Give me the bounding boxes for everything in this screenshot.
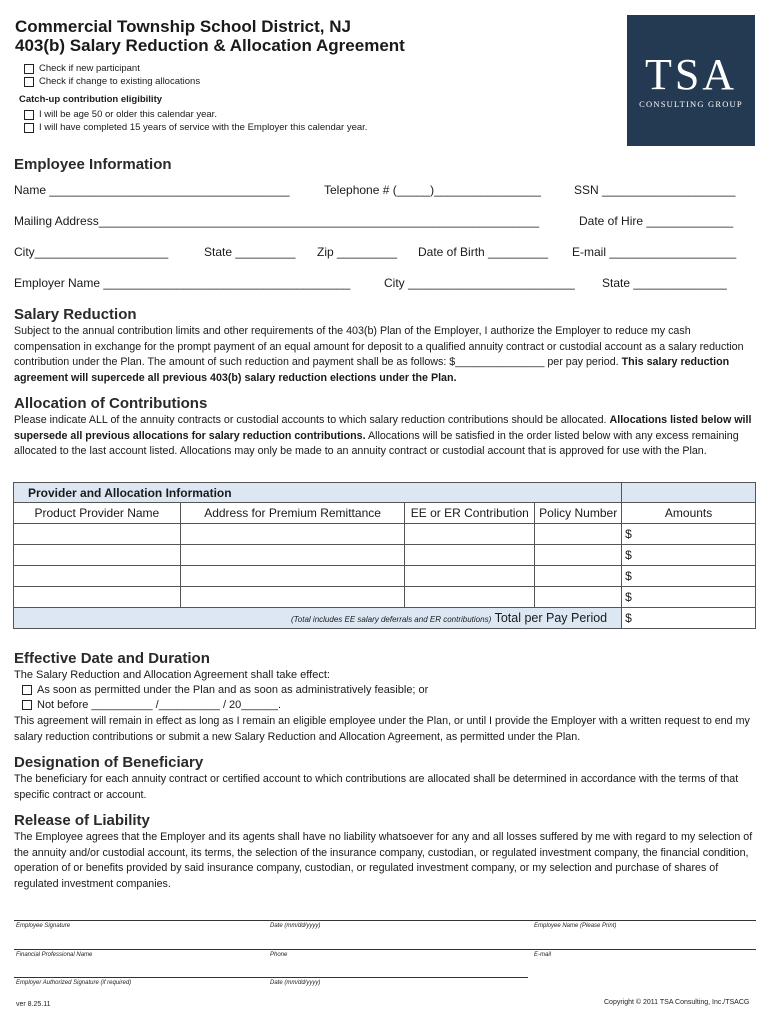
effective-intro: The Salary Reduction and Allocation Agreement shall take effect: — [14, 669, 330, 681]
email-field[interactable]: E-mail ___________________ — [572, 245, 737, 259]
col-address: Address for Premium Remittance — [180, 503, 405, 524]
employer-signature-label: Employer Authorized Signature (if required) — [16, 980, 132, 986]
policy-cell[interactable] — [535, 587, 622, 608]
liability-text: The Employee agrees that the Employer and its agents shall have no liability whatsoever for any and all losses suffered by me with regard to my selection of the annuity and/or custodial account, its terms, the selection of the insurance company, custodian, or regulated investment company, the financial condition, operation of or benefits provided by said insurance company, custodian, or regulated investment company, or my selection and purchase of shares of regulated investment companies. — [14, 831, 753, 890]
provider-cell[interactable] — [14, 545, 181, 566]
allocation-table — [13, 482, 756, 629]
checkbox[interactable] — [24, 77, 34, 87]
table-title: Provider and Allocation Information — [14, 483, 622, 503]
beneficiary-heading: Designation of Beneficiary — [14, 754, 204, 771]
fp-name-label: Financial Professional Name — [16, 952, 93, 958]
provider-cell[interactable] — [14, 524, 181, 545]
total-amount-cell[interactable]: $ — [622, 608, 756, 629]
participant-checks — [24, 62, 200, 88]
check-15-years[interactable]: I will have completed 15 years of service with the Employer this calendar year. — [24, 121, 367, 134]
checkbox[interactable] — [24, 110, 34, 120]
checkbox[interactable] — [22, 700, 32, 710]
col-amounts: Amounts — [622, 503, 756, 524]
liability-heading: Release of Liability — [14, 812, 150, 829]
employee-name-label: Employee Name (Please Print) — [534, 923, 617, 929]
salary-reduction-heading: Salary Reduction — [14, 306, 137, 323]
beneficiary-text: The beneficiary for each annuity contract or certified account to which contributions are allocated shall be determined in accordance with the terms of that specific contract or account. — [14, 773, 739, 801]
option-not-before[interactable]: Not before __________ /__________ / 20______. — [22, 698, 281, 712]
check-change-allocations[interactable]: Check if change to existing allocations — [24, 75, 200, 88]
version-label: ver 8.25.11 — [16, 1001, 51, 1008]
state-field[interactable]: State _________ — [204, 245, 296, 259]
effective-date-heading: Effective Date and Duration — [14, 650, 210, 667]
effective-text: This agreement will remain in effect as long as I remain an eligible employee under the Plan, or until I provide the Employer with a written request to end my salary reduction contributions or submit a new Salary Reduction and Allocation Agreement, as permitted under the Plan. — [14, 715, 750, 743]
phone-label: Phone — [270, 952, 288, 958]
amount-cell[interactable]: $ — [622, 545, 756, 566]
employee-signature-label: Employee Signature — [16, 923, 71, 929]
check-age-50[interactable]: I will be age 50 or older this calendar year. — [24, 108, 367, 121]
contribution-cell[interactable] — [405, 566, 535, 587]
checkbox[interactable] — [22, 685, 32, 695]
address-cell[interactable] — [180, 524, 405, 545]
document-title — [15, 17, 405, 55]
address-cell[interactable] — [180, 587, 405, 608]
employer-state-field[interactable]: State ______________ — [602, 276, 727, 290]
total-note: (Total includes EE salary deferrals and ER contributions) — [290, 615, 492, 624]
date-of-hire-field[interactable]: Date of Hire _____________ — [579, 214, 734, 228]
employer-name-field[interactable]: Employer Name _____________________________________ — [14, 276, 351, 290]
address-cell[interactable] — [180, 545, 405, 566]
col-provider: Product Provider Name — [14, 503, 181, 524]
contribution-cell[interactable] — [405, 587, 535, 608]
policy-cell[interactable] — [535, 566, 622, 587]
col-policy: Policy Number — [535, 503, 622, 524]
amount-cell[interactable]: $ — [622, 587, 756, 608]
zip-field[interactable]: Zip _________ — [317, 245, 398, 259]
signature-line-1 — [14, 920, 756, 921]
address-cell[interactable] — [180, 566, 405, 587]
allocation-text: Please indicate ALL of the annuity contracts or custodial accounts to which salary reduction contributions should be allocated. Allocations listed below will supersede all previous allocations for salary reduction contributions. Allocations will be satisfied in the order listed below with any excess remaining allocated to the last account listed. Allocations may only be made to an annuity contract or custodial account that is approved for use with the Plan. — [14, 414, 752, 457]
table-row — [14, 587, 756, 608]
date-label-1: Date (mm/dd/yyyy) — [270, 923, 321, 929]
checkbox[interactable] — [24, 123, 34, 133]
mailing-address-field[interactable]: Mailing Address__________________________________________________________________ — [14, 214, 540, 228]
catchup-title: Catch-up contribution eligibility — [19, 94, 163, 105]
salary-reduction-text: Subject to the annual contribution limits and other requirements of the 403(b) Plan of the Employer, I authorize the Employer to reduce my cash compensation in exchange for the prompt payment of an equal amount for deposit to a qualified annuity contract or custodial account as a salary reduction contribution under the Plan. The amount of such reduction and payment shall be as follows: $_______________ per pay period. This salary reduction agreement will supercede all previous 403(b) salary reduction elections under the Plan. — [14, 325, 744, 384]
amount-cell[interactable]: $ — [622, 524, 756, 545]
signature-line-3 — [14, 977, 528, 978]
contribution-cell[interactable] — [405, 545, 535, 566]
table-row — [14, 566, 756, 587]
table-row — [14, 545, 756, 566]
email-label: E-mail — [534, 952, 552, 958]
col-contribution: EE or ER Contribution — [405, 503, 535, 524]
contribution-cell[interactable] — [405, 524, 535, 545]
table-title-row — [14, 483, 756, 503]
option-asap[interactable]: As soon as permitted under the Plan and as soon as administratively feasible; or — [22, 683, 428, 697]
form-title: 403(b) Salary Reduction & Allocation Agreement — [15, 36, 405, 55]
table-header-row — [14, 503, 756, 524]
signature-line-2 — [14, 949, 756, 950]
city-field[interactable]: City____________________ — [14, 245, 169, 259]
allocation-heading: Allocation of Contributions — [14, 395, 208, 412]
total-row — [14, 608, 756, 629]
tsa-logo: TSA CONSULTING GROUP — [627, 15, 755, 146]
total-label: Total per Pay Period — [494, 611, 608, 625]
table-row — [14, 524, 756, 545]
district-title: Commercial Township School District, NJ — [15, 17, 351, 36]
checkbox[interactable] — [24, 64, 34, 74]
copyright-label: Copyright © 2011 TSA Consulting, Inc./TSACG — [604, 999, 750, 1006]
provider-cell[interactable] — [14, 587, 181, 608]
employee-info-heading: Employee Information — [14, 156, 172, 173]
provider-cell[interactable] — [14, 566, 181, 587]
date-label-2: Date (mm/dd/yyyy) — [270, 980, 321, 986]
employer-city-field[interactable]: City _________________________ — [384, 276, 575, 290]
telephone-field[interactable]: Telephone # (_____)________________ — [324, 183, 541, 197]
catchup-checks — [24, 108, 367, 134]
policy-cell[interactable] — [535, 545, 622, 566]
name-field[interactable]: Name ____________________________________ — [14, 183, 290, 197]
check-new-participant[interactable]: Check if new participant — [24, 62, 200, 75]
amount-cell[interactable]: $ — [622, 566, 756, 587]
ssn-field[interactable]: SSN ____________________ — [574, 183, 736, 197]
date-of-birth-field[interactable]: Date of Birth _________ — [418, 245, 549, 259]
policy-cell[interactable] — [535, 524, 622, 545]
